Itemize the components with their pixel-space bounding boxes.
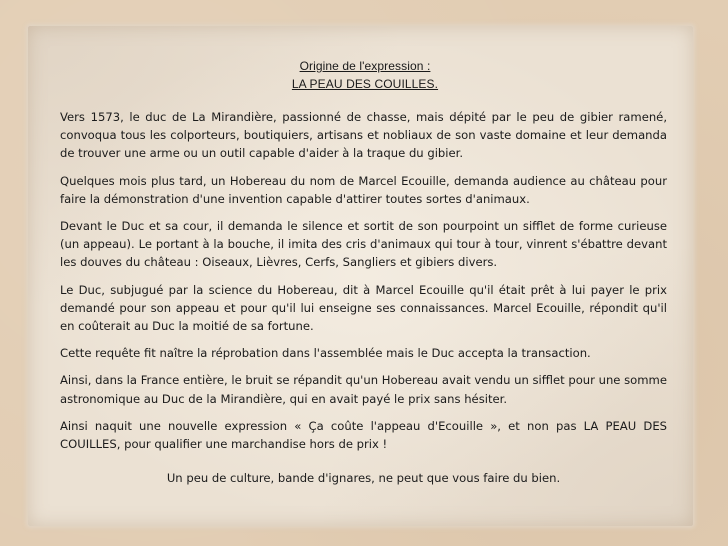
paragraph-4: Le Duc, subjugué par la science du Hobereau, dit à Marcel Ecouille qu'il était prêt à lui payer le prix demandé pour son appeau et pour qu'il lui enseigne ses connaissances. Marcel Ecouille, répondit qu'il en coûterait au Duc la moitié de sa fortune. bbox=[60, 282, 667, 334]
document-title-line2: LA PEAU DES COUILLES. bbox=[291, 77, 439, 91]
paragraph-3: Devant le Duc et sa cour, il demanda le silence et sortit de son pourpoint un sifflet de forme curieuse (un appeau). Le portant à la bouche, il imita des cris d'animaux qui tour à tour, vinrent s'ébattre devant les douves du château : Oiseaux, Lièvres, Cerfs, Sangliers et gibiers divers. bbox=[60, 219, 667, 270]
paragraph-2: Quelques mois plus tard, un Hobereau du nom de Marcel Ecouille, demanda audience au château pour faire la démonstration d'une invention capable d'attirer toutes sortes d'animaux. bbox=[60, 173, 667, 206]
document-body bbox=[60, 108, 667, 462]
paragraph-1: Vers 1573, le duc de La Mirandière, passionné de chasse, mais dépité par le peu de gibier ramené, convoqua tous les colporteurs, boutiquiers, artisans et nobliaux de son vaste domaine et leur demanda de trouver une arme ou un outil capable d'aider à la traque du gibier. bbox=[60, 110, 667, 161]
document-title-line1: Origine de l'expression : bbox=[299, 59, 431, 73]
paragraph-7: Ainsi naquit une nouvelle expression « Ça coûte l'appeau d'Ecouille », et non pas LA PEAU DES COUILLES, pour qualifier une marchandise hors de prix ! bbox=[60, 418, 667, 452]
closing-line: Un peu de culture, bande d'ignares, ne peut que vous faire du bien. bbox=[166, 471, 561, 485]
paragraph-5: Cette requête fit naître la réprobation dans l'assemblée mais le Duc accepta la transaction. bbox=[60, 346, 591, 361]
paragraph-6: Ainsi, dans la France entière, le bruit se répandit qu'un Hobereau avait vendu un sifflet pour une somme astronomique au Duc de la Mirandière, qui en avait payé le prix sans hésiter. bbox=[60, 373, 667, 406]
